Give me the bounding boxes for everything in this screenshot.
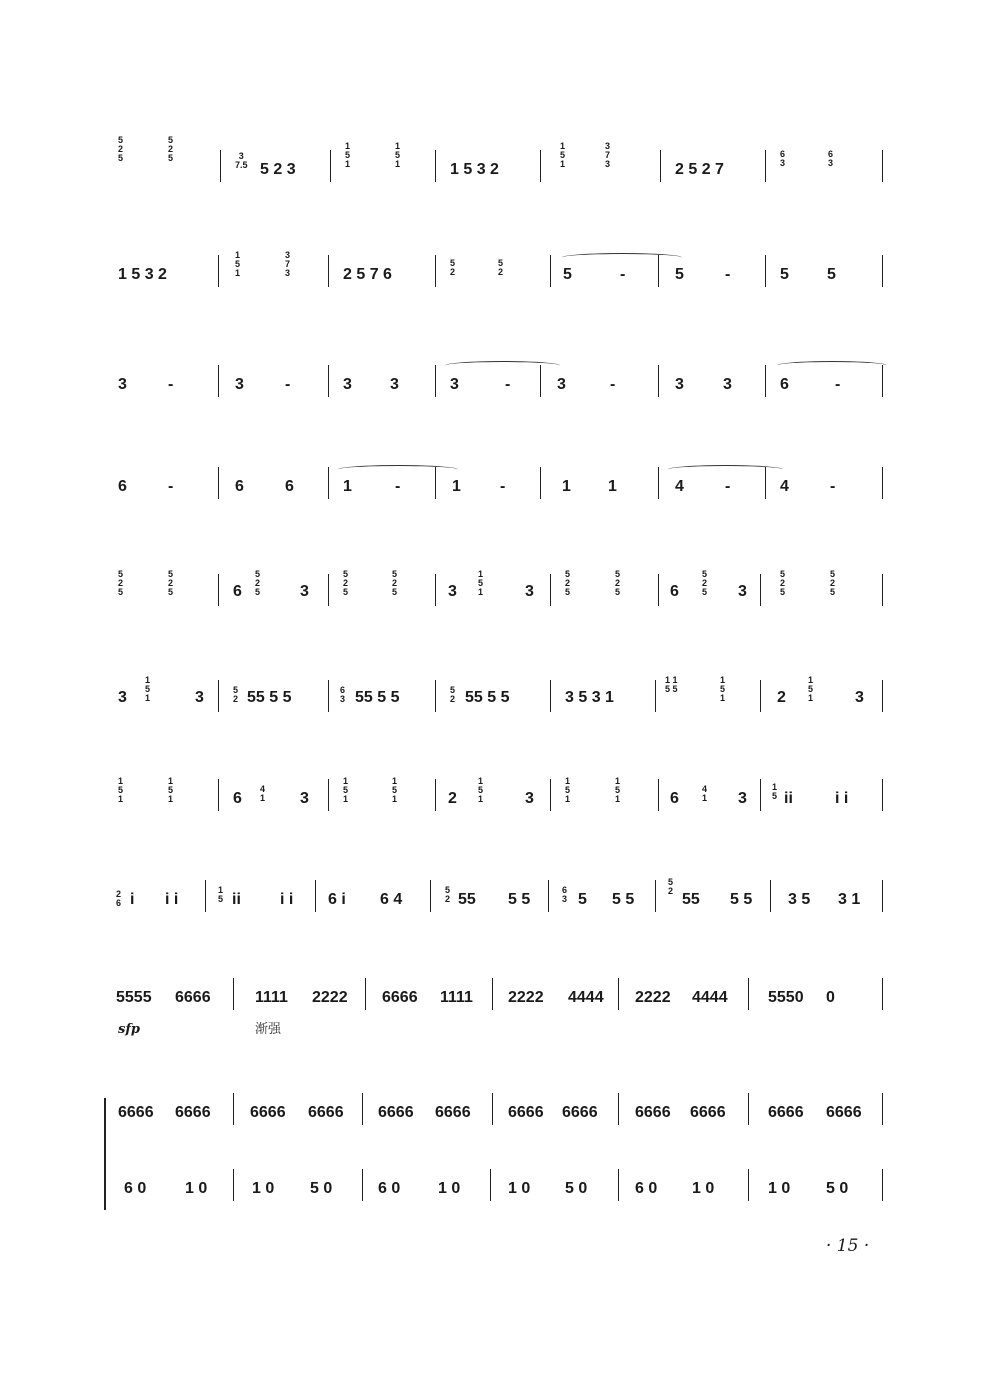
note-stack: 1 5 [218,885,224,904]
staff-row-8 [100,870,900,930]
note: 4 [780,478,789,495]
barline [765,365,766,397]
note-stack: 6 3 [828,149,834,168]
note-stack: 1 5 1 [615,776,621,804]
note-group: 1 5 3 2 [450,161,499,178]
note-group: 1 5 3 2 [118,266,167,283]
page-number: · 15 · [826,1236,870,1256]
tie [445,361,560,370]
barline [760,779,761,811]
note: 3 [195,689,204,706]
note-group: 6666 [826,1104,862,1121]
barline [492,978,493,1010]
staff-row-1 [100,130,900,190]
barline [882,255,883,287]
barline [658,779,659,811]
note-group: 6 4 [380,891,403,908]
note-stack: 3 7.5 [235,151,248,170]
note-group: 3 5 3 1 [565,689,614,706]
note-stack: 5 2 5 [392,569,398,597]
barline [660,150,661,182]
note-group: 5550 [768,989,804,1006]
note-stack: 4 1 [702,784,708,803]
note-group: 6666 [175,989,211,1006]
barline [218,574,219,606]
note-stack: 6 3 [780,149,786,168]
note-stack: 1 5 1 [720,675,726,703]
note-group: 55 5 5 [355,689,400,706]
barline [435,255,436,287]
note-group: 55 [682,891,700,908]
note-group: 6666 [768,1104,804,1121]
barline [618,1093,619,1125]
note-stack: 5 2 5 [343,569,349,597]
note-stack: 1 5 1 [478,776,484,804]
barline [550,255,551,287]
barline [658,467,659,499]
staff-row-4 [100,465,900,525]
note-stack: 1 5 1 [478,569,484,597]
barline [365,978,366,1010]
note-stack: 1 5 1 [343,776,349,804]
note-group: i i [165,891,179,908]
note: - [505,376,511,393]
note-stack: 1 5 1 [808,675,814,703]
barline [218,779,219,811]
note-stack: 5 2 5 [168,569,174,597]
barline [882,978,883,1010]
barline [748,978,749,1010]
note-stack: 5 2 [498,258,504,277]
note-group: 2222 [312,989,348,1006]
note-stack: 1 5 1 [145,675,151,703]
staff-row-6 [100,670,900,730]
barline [550,779,551,811]
staff-row-2 [100,245,900,305]
barline [765,150,766,182]
note-stack: 1 5 1 [168,776,174,804]
barline [760,680,761,712]
note: 6 [670,790,679,807]
note-stack: 5 2 5 [830,569,836,597]
barline [882,880,883,912]
note: - [168,478,174,495]
barline [328,574,329,606]
note-group: 5 0 [310,1180,333,1197]
barline [492,1093,493,1125]
note: - [620,266,626,283]
barline [330,150,331,182]
barline [655,880,656,912]
note-group: 6666 [690,1104,726,1121]
note: - [395,478,401,495]
note: 3 [557,376,566,393]
note-stack: 5 2 [450,685,456,704]
note: 3 [118,376,127,393]
barline [435,779,436,811]
staff-row-7 [100,765,900,825]
note-stack: 1 5 1 [392,776,398,804]
barline [748,1093,749,1125]
dynamic-marking: sfp [118,1022,141,1037]
note-group: 6 0 [378,1180,401,1197]
barline [328,365,329,397]
note: 4 [675,478,684,495]
note: 3 [448,583,457,600]
note: 1 [608,478,617,495]
note-group: 3 1 [838,891,861,908]
note-stack: 1 5 1 [345,141,351,169]
tie [338,465,458,474]
note: 0 [826,989,835,1006]
barline [435,150,436,182]
barline [550,680,551,712]
barline [328,680,329,712]
note: 5 [780,266,789,283]
barline [658,574,659,606]
note-group: 1 0 [185,1180,208,1197]
note-group: 2222 [508,989,544,1006]
note-group: 2 5 2 7 [675,161,724,178]
note-group: 5 0 [565,1180,588,1197]
note-stack: 4 1 [260,784,266,803]
note-stack: 5 2 [445,885,451,904]
note-group: 6666 [382,989,418,1006]
note-group: ii [232,891,241,908]
note-stack: 5 2 5 [118,135,124,163]
staff-row-3 [100,355,900,415]
note: 3 [525,790,534,807]
note: 3 [118,689,127,706]
note: 6 [233,583,242,600]
barline [233,978,234,1010]
barline [882,150,883,182]
note: - [285,376,291,393]
note: 3 [855,689,864,706]
barline [430,880,431,912]
note-stack: 1 5 1 [395,141,401,169]
barline [658,365,659,397]
staff-row-10-lower [100,1165,900,1225]
barline [882,574,883,606]
barline [882,467,883,499]
note: 2 [448,790,457,807]
staff-row-5 [100,560,900,620]
note-stack: 5 2 5 [615,569,621,597]
barline [435,467,436,499]
barline [548,880,549,912]
note: 3 [300,790,309,807]
barline [233,1093,234,1125]
barline [435,365,436,397]
note-stack: 5 2 5 [255,569,261,597]
note: - [500,478,506,495]
barline [218,365,219,397]
note-stack: 5 2 5 [565,569,571,597]
note-group: 5 5 [730,891,753,908]
note: 3 [450,376,459,393]
barline [550,574,551,606]
note: 5 [675,266,684,283]
note: i i [835,790,849,807]
note: 6 [235,478,244,495]
note: i [130,891,135,908]
note-stack: 5 2 5 [702,569,708,597]
note: 6 [780,376,789,393]
note-stack: 5 2 5 [168,135,174,163]
barline [328,467,329,499]
note: 6 [285,478,294,495]
note-group: 6666 [175,1104,211,1121]
barline [618,1169,619,1201]
barline [328,255,329,287]
note: 6 [118,478,127,495]
barline [205,880,206,912]
barline [233,1169,234,1201]
note-group: 1 0 [692,1180,715,1197]
tie [777,361,887,370]
barline [490,1169,491,1201]
note: - [725,266,731,283]
barline [760,574,761,606]
note-group: 55 5 5 [465,689,510,706]
note-stack: 2 6 [116,889,122,908]
barline [362,1093,363,1125]
note-group: 6666 [378,1104,414,1121]
barline [540,467,541,499]
note-group: i i [280,891,294,908]
note: 3 [390,376,399,393]
barline [765,467,766,499]
note-stack: 5 2 5 [780,569,786,597]
staff-row-9 [100,970,900,1037]
staff-row-10-upper [100,1085,900,1145]
note-group: 6 0 [635,1180,658,1197]
note: 3 [738,790,747,807]
barline [882,1093,883,1125]
note-stack: 5 2 5 [118,569,124,597]
note: - [168,376,174,393]
note: 1 [343,478,352,495]
note-group: 55 5 5 [247,689,292,706]
note-group: 6 i [328,891,346,908]
note-stack: 1 5 [772,782,778,801]
note-group: 5 0 [826,1180,849,1197]
note-group: 55 [458,891,476,908]
note-stack: 5 2 [233,685,239,704]
note-stack: 1 5 1 [560,141,566,169]
note: 3 [343,376,352,393]
note: - [835,376,841,393]
note: - [610,376,616,393]
note: - [830,478,836,495]
note-group: 6666 [562,1104,598,1121]
note-stack: 3 7 3 [285,250,291,278]
note: 3 [675,376,684,393]
crescendo-marking: 渐强 [255,1022,282,1037]
note-group: 1111 [440,989,473,1006]
note-group: 3 5 [788,891,811,908]
barline [540,365,541,397]
note-stack: 5 2 [668,877,674,896]
note: 6 [233,790,242,807]
barline [655,680,656,712]
note-stack: 1 5 1 [565,776,571,804]
barline [218,467,219,499]
note-group: 5555 [116,989,152,1006]
note: 2 [777,689,786,706]
barline [770,880,771,912]
note-stack: 6 3 [562,885,568,904]
note-group: 5 5 [612,891,635,908]
note-group: 1 0 [252,1180,275,1197]
note-stack: 1 5 1 [118,776,124,804]
barline [882,680,883,712]
note: 3 [235,376,244,393]
note-group: 4444 [568,989,604,1006]
barline [220,150,221,182]
barline [218,255,219,287]
barline [882,779,883,811]
note-group: 1 0 [438,1180,461,1197]
note: 1 [562,478,571,495]
note: 3 [738,583,747,600]
note: - [725,478,731,495]
note-group: 2 5 7 6 [343,266,392,283]
barline [362,1169,363,1201]
barline [748,1169,749,1201]
note-group: 5 2 3 [260,161,296,178]
note-stack: 1 1 5 5 [665,675,678,694]
note-group: 1111 [255,989,288,1006]
note-group: 6666 [435,1104,471,1121]
barline [618,978,619,1010]
note: ii [784,790,793,807]
note-group: 4444 [692,989,728,1006]
note-group: 1 0 [508,1180,531,1197]
barline [218,680,219,712]
note: 5 [827,266,836,283]
note-stack: 3 7 3 [605,141,611,169]
note-group: 5 5 [508,891,531,908]
barline [435,574,436,606]
note: 5 [578,891,587,908]
note-stack: 1 5 1 [235,250,241,278]
note-group: 2222 [635,989,671,1006]
note-group: 6666 [508,1104,544,1121]
barline [765,255,766,287]
barline [658,255,659,287]
note: 3 [525,583,534,600]
barline [435,680,436,712]
barline [540,150,541,182]
barline [315,880,316,912]
barline [882,1169,883,1201]
note-group: 6666 [635,1104,671,1121]
note: 1 [452,478,461,495]
note-group: 6666 [308,1104,344,1121]
note-stack: 6 3 [340,685,346,704]
note-group: 6666 [250,1104,286,1121]
note-stack: 5 2 [450,258,456,277]
tie [562,253,682,262]
note: 5 [563,266,572,283]
note: 6 [670,583,679,600]
note: 3 [300,583,309,600]
barline [882,365,883,397]
note-group: 1 0 [768,1180,791,1197]
barline [328,779,329,811]
note-group: 6 0 [124,1180,147,1197]
note-group: 6666 [118,1104,154,1121]
note: 3 [723,376,732,393]
